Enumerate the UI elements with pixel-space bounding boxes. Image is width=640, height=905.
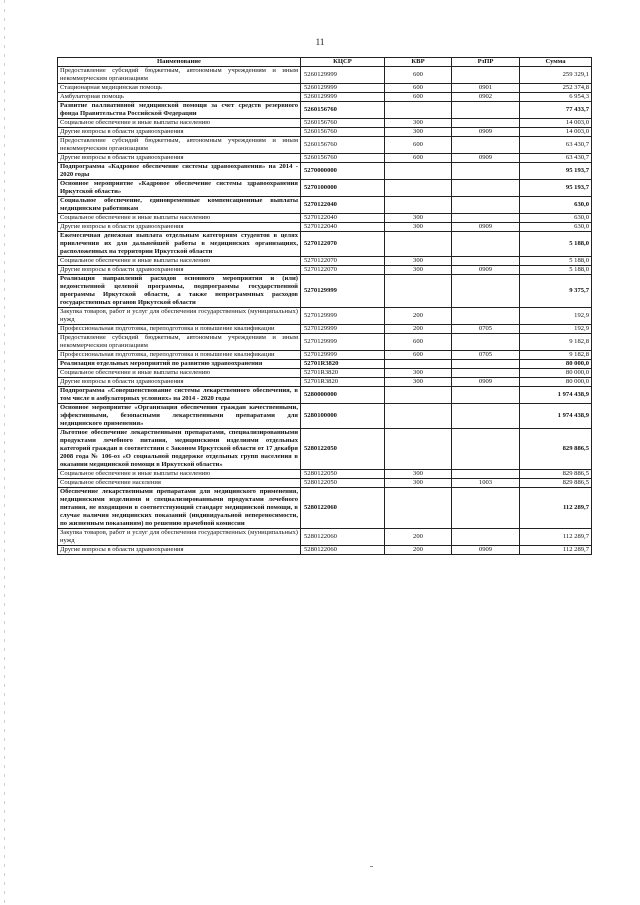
cell-name: Основное мероприятие «Организация обеспечения граждан качественными, эффективными, безопасными лекарственными препаратами для медицинского применения» bbox=[58, 404, 301, 429]
table-body bbox=[58, 67, 592, 555]
table-row bbox=[58, 360, 592, 369]
cell-name: Подпрограмма «Кадровое обеспечение системы здравоохранения» на 2014 - 2020 годы bbox=[58, 163, 301, 180]
cell-kvr: 300 bbox=[385, 369, 452, 378]
table-row bbox=[58, 275, 592, 308]
table-row bbox=[58, 214, 592, 223]
cell-name: Другие вопросы в области здравоохранения bbox=[58, 154, 301, 163]
cell-sum: 1 974 438,9 bbox=[520, 404, 592, 429]
cell-kcsr: 5270129999 bbox=[301, 334, 385, 351]
cell-kcsr: 5270129999 bbox=[301, 325, 385, 334]
table-row bbox=[58, 232, 592, 257]
cell-name: Предоставление субсидий бюджетным, автономным учреждениям и иным некоммерческим организациям bbox=[58, 137, 301, 154]
cell-sum: 829 886,5 bbox=[520, 429, 592, 470]
cell-sum: 252 374,8 bbox=[520, 84, 592, 93]
cell-name: Подпрограмма «Совершенствование системы лекарственного обеспечения, в том числе в амбулаторных условиях» на 2014 - 2020 годы bbox=[58, 387, 301, 404]
cell-kvr: 300 bbox=[385, 223, 452, 232]
cell-kcsr: 5280122060 bbox=[301, 529, 385, 546]
cell-sum: 630,0 bbox=[520, 223, 592, 232]
table-row bbox=[58, 67, 592, 84]
cell-rzpr: 0909 bbox=[452, 378, 520, 387]
table-row bbox=[58, 154, 592, 163]
cell-rzpr bbox=[452, 119, 520, 128]
scan-mark bbox=[370, 866, 373, 867]
cell-kcsr: 52701R3820 bbox=[301, 369, 385, 378]
cell-kcsr: 5260129999 bbox=[301, 67, 385, 84]
cell-name: Основное мероприятие «Кадровое обеспечение системы здравоохранения Иркутской области» bbox=[58, 180, 301, 197]
table-row bbox=[58, 102, 592, 119]
table-row bbox=[58, 334, 592, 351]
table-header-row bbox=[58, 58, 592, 67]
cell-sum: 9 182,8 bbox=[520, 351, 592, 360]
cell-kvr: 600 bbox=[385, 137, 452, 154]
table-row bbox=[58, 257, 592, 266]
cell-kcsr: 5270100000 bbox=[301, 180, 385, 197]
cell-kcsr: 5270129999 bbox=[301, 308, 385, 325]
cell-sum: 192,9 bbox=[520, 325, 592, 334]
cell-kvr: 200 bbox=[385, 325, 452, 334]
cell-name: Социальное обеспечение и иные выплаты населению bbox=[58, 119, 301, 128]
table-row bbox=[58, 137, 592, 154]
cell-kcsr: 52701R3820 bbox=[301, 378, 385, 387]
cell-rzpr bbox=[452, 197, 520, 214]
cell-kcsr: 5260156760 bbox=[301, 154, 385, 163]
table-row bbox=[58, 308, 592, 325]
cell-rzpr bbox=[452, 360, 520, 369]
cell-kcsr: 5260156760 bbox=[301, 102, 385, 119]
cell-name: Предоставление субсидий бюджетным, автономным учреждениям и иным некоммерческим организациям bbox=[58, 67, 301, 84]
cell-sum: 14 003,0 bbox=[520, 128, 592, 137]
cell-kcsr: 5270129999 bbox=[301, 351, 385, 360]
cell-kvr: 600 bbox=[385, 351, 452, 360]
cell-name: Закупка товаров, работ и услуг для обеспечения государственных (муниципальных) нужд bbox=[58, 308, 301, 325]
cell-name: Социальное обеспечение и иные выплаты населению bbox=[58, 214, 301, 223]
cell-sum: 63 430,7 bbox=[520, 154, 592, 163]
cell-rzpr bbox=[452, 308, 520, 325]
cell-kcsr: 5270122070 bbox=[301, 232, 385, 257]
cell-name: Социальное обеспечение и иные выплаты населению bbox=[58, 257, 301, 266]
budget-table bbox=[57, 57, 592, 555]
cell-rzpr bbox=[452, 137, 520, 154]
cell-kvr bbox=[385, 163, 452, 180]
cell-name: Ежемесячная денежная выплата отдельным категориям студентов в целях привлечения их для дальнейшей работы в медицинских организациях, расположенных на территории Иркутской области bbox=[58, 232, 301, 257]
cell-sum: 829 886,5 bbox=[520, 479, 592, 488]
cell-kvr: 600 bbox=[385, 93, 452, 102]
cell-sum: 112 289,7 bbox=[520, 529, 592, 546]
cell-kcsr: 5260156760 bbox=[301, 137, 385, 154]
cell-kcsr: 5270122040 bbox=[301, 214, 385, 223]
cell-kvr: 200 bbox=[385, 546, 452, 555]
cell-sum: 9 375,7 bbox=[520, 275, 592, 308]
cell-sum: 80 000,0 bbox=[520, 369, 592, 378]
cell-rzpr bbox=[452, 163, 520, 180]
cell-rzpr bbox=[452, 214, 520, 223]
cell-kcsr: 5270129999 bbox=[301, 275, 385, 308]
table-row bbox=[58, 429, 592, 470]
cell-rzpr bbox=[452, 529, 520, 546]
cell-rzpr: 0705 bbox=[452, 351, 520, 360]
cell-name: Реализация направлений расходов основного мероприятия и (или) ведомственной целевой программы, подпрограммы государственной программы Иркутской области, а также непрограммных расходов государственных органов Иркутской области bbox=[58, 275, 301, 308]
cell-kvr: 300 bbox=[385, 214, 452, 223]
table-row bbox=[58, 93, 592, 102]
cell-name: Социальное обеспечение населения bbox=[58, 479, 301, 488]
cell-sum: 5 188,0 bbox=[520, 266, 592, 275]
cell-kcsr: 5280122060 bbox=[301, 546, 385, 555]
cell-kvr bbox=[385, 275, 452, 308]
cell-kcsr: 5280122050 bbox=[301, 479, 385, 488]
cell-kcsr: 5260129999 bbox=[301, 93, 385, 102]
cell-sum: 5 188,0 bbox=[520, 232, 592, 257]
cell-rzpr bbox=[452, 232, 520, 257]
table-row bbox=[58, 369, 592, 378]
page-number: 11 bbox=[315, 37, 325, 47]
cell-kvr bbox=[385, 232, 452, 257]
cell-kvr bbox=[385, 404, 452, 429]
table-row bbox=[58, 351, 592, 360]
cell-name: Амбулаторная помощь bbox=[58, 93, 301, 102]
cell-name: Предоставление субсидий бюджетным, автономным учреждениям и иным некоммерческим организациям bbox=[58, 334, 301, 351]
cell-name: Другие вопросы в области здравоохранения bbox=[58, 266, 301, 275]
table-row bbox=[58, 479, 592, 488]
cell-sum: 14 003,0 bbox=[520, 119, 592, 128]
cell-rzpr: 1003 bbox=[452, 479, 520, 488]
table-row bbox=[58, 266, 592, 275]
header-kvr: КВР bbox=[385, 58, 452, 67]
cell-name: Другие вопросы в области здравоохранения bbox=[58, 223, 301, 232]
cell-name: Обеспечение лекарственными препаратами для медицинского применения, медицинскими изделиями и специализированными продуктами лечебного питания, не входящими в соответствующий стандарт медицинской помощи, в случае наличия медицинских показаний (индивидуальной непереносимости, по жизненным показаниям) по решению врачебной комиссии bbox=[58, 488, 301, 529]
cell-name: Другие вопросы в области здравоохранения bbox=[58, 128, 301, 137]
cell-kvr: 600 bbox=[385, 84, 452, 93]
cell-sum: 63 430,7 bbox=[520, 137, 592, 154]
cell-name: Профессиональная подготовка, переподготовка и повышение квалификации bbox=[58, 351, 301, 360]
header-name: Наименование bbox=[58, 58, 301, 67]
table-row bbox=[58, 128, 592, 137]
cell-kcsr: 5280000000 bbox=[301, 387, 385, 404]
cell-kcsr: 5260156760 bbox=[301, 119, 385, 128]
cell-rzpr bbox=[452, 404, 520, 429]
cell-kvr: 300 bbox=[385, 470, 452, 479]
cell-name: Реализация отдельных мероприятий по развитию здравоохранения bbox=[58, 360, 301, 369]
table-row bbox=[58, 223, 592, 232]
cell-kvr bbox=[385, 102, 452, 119]
cell-kvr: 600 bbox=[385, 334, 452, 351]
cell-name: Стационарная медицинская помощь bbox=[58, 84, 301, 93]
scan-edge-artifact bbox=[4, 0, 5, 905]
cell-rzpr bbox=[452, 488, 520, 529]
cell-sum: 829 886,5 bbox=[520, 470, 592, 479]
cell-sum: 112 289,7 bbox=[520, 546, 592, 555]
cell-rzpr: 0909 bbox=[452, 128, 520, 137]
cell-sum: 630,0 bbox=[520, 214, 592, 223]
cell-sum: 192,9 bbox=[520, 308, 592, 325]
cell-kvr: 600 bbox=[385, 67, 452, 84]
cell-kcsr: 5260156760 bbox=[301, 128, 385, 137]
table-row bbox=[58, 325, 592, 334]
cell-kvr: 300 bbox=[385, 128, 452, 137]
cell-rzpr bbox=[452, 257, 520, 266]
cell-rzpr bbox=[452, 102, 520, 119]
cell-name: Социальное обеспечение и иные выплаты населению bbox=[58, 470, 301, 479]
cell-kvr: 200 bbox=[385, 529, 452, 546]
cell-sum: 77 433,7 bbox=[520, 102, 592, 119]
table-row bbox=[58, 404, 592, 429]
cell-name: Другие вопросы в области здравоохранения bbox=[58, 378, 301, 387]
cell-sum: 259 329,1 bbox=[520, 67, 592, 84]
cell-rzpr: 0909 bbox=[452, 546, 520, 555]
cell-kcsr: 5270122070 bbox=[301, 266, 385, 275]
cell-kvr bbox=[385, 488, 452, 529]
cell-sum: 630,0 bbox=[520, 197, 592, 214]
cell-sum: 9 182,8 bbox=[520, 334, 592, 351]
cell-sum: 1 974 438,9 bbox=[520, 387, 592, 404]
cell-kcsr: 52701R3820 bbox=[301, 360, 385, 369]
cell-kcsr: 5260129999 bbox=[301, 84, 385, 93]
table-row bbox=[58, 529, 592, 546]
cell-kvr: 300 bbox=[385, 479, 452, 488]
table-row bbox=[58, 470, 592, 479]
cell-name: Льготное обеспечение лекарственными препаратами, специализированными продуктами лечебного питания, медицинскими изделиями отдельных категорий граждан в соответствии с Законом Иркутской области от 17 декабря 2008 года № 106-оз «О социальной поддержке отдельных групп населения в оказании медицинской помощи в Иркутской области» bbox=[58, 429, 301, 470]
cell-rzpr: 0909 bbox=[452, 154, 520, 163]
cell-sum: 5 188,0 bbox=[520, 257, 592, 266]
cell-sum: 95 193,7 bbox=[520, 180, 592, 197]
cell-kcsr: 5270000000 bbox=[301, 163, 385, 180]
cell-kcsr: 5280122050 bbox=[301, 470, 385, 479]
cell-kcsr: 5270122040 bbox=[301, 197, 385, 214]
cell-sum: 95 193,7 bbox=[520, 163, 592, 180]
cell-sum: 80 000,0 bbox=[520, 360, 592, 369]
cell-rzpr bbox=[452, 67, 520, 84]
header-kcsr: КЦСР bbox=[301, 58, 385, 67]
cell-rzpr bbox=[452, 470, 520, 479]
cell-kcsr: 5280122050 bbox=[301, 429, 385, 470]
cell-sum: 112 289,7 bbox=[520, 488, 592, 529]
cell-rzpr: 0902 bbox=[452, 93, 520, 102]
cell-kvr bbox=[385, 180, 452, 197]
cell-rzpr: 0901 bbox=[452, 84, 520, 93]
table-row bbox=[58, 546, 592, 555]
table-row bbox=[58, 387, 592, 404]
cell-kcsr: 5270122040 bbox=[301, 223, 385, 232]
cell-rzpr bbox=[452, 369, 520, 378]
cell-name: Закупка товаров, работ и услуг для обеспечения государственных (муниципальных) нужд bbox=[58, 529, 301, 546]
cell-kvr: 300 bbox=[385, 378, 452, 387]
cell-sum: 6 954,3 bbox=[520, 93, 592, 102]
header-rzpr: РзПР bbox=[452, 58, 520, 67]
cell-rzpr bbox=[452, 334, 520, 351]
table-row bbox=[58, 84, 592, 93]
table-row bbox=[58, 119, 592, 128]
cell-rzpr bbox=[452, 429, 520, 470]
cell-kvr bbox=[385, 360, 452, 369]
table-row bbox=[58, 163, 592, 180]
cell-kvr: 300 bbox=[385, 257, 452, 266]
cell-name: Развитие паллиативной медицинской помощи за счет средств резервного фонда Правительства Российской Федерации bbox=[58, 102, 301, 119]
cell-kvr bbox=[385, 429, 452, 470]
cell-rzpr: 0909 bbox=[452, 223, 520, 232]
cell-kvr: 600 bbox=[385, 154, 452, 163]
table-row bbox=[58, 488, 592, 529]
cell-kvr: 300 bbox=[385, 266, 452, 275]
cell-name: Другие вопросы в области здравоохранения bbox=[58, 546, 301, 555]
header-sum: Сумма bbox=[520, 58, 592, 67]
table-row bbox=[58, 197, 592, 214]
cell-kvr: 200 bbox=[385, 308, 452, 325]
cell-kvr bbox=[385, 387, 452, 404]
cell-kcsr: 5280122060 bbox=[301, 488, 385, 529]
cell-rzpr: 0705 bbox=[452, 325, 520, 334]
cell-name: Профессиональная подготовка, переподготовка и повышение квалификации bbox=[58, 325, 301, 334]
cell-sum: 80 000,0 bbox=[520, 378, 592, 387]
cell-rzpr bbox=[452, 275, 520, 308]
table-row bbox=[58, 378, 592, 387]
cell-kvr: 300 bbox=[385, 119, 452, 128]
cell-rzpr bbox=[452, 180, 520, 197]
cell-rzpr: 0909 bbox=[452, 266, 520, 275]
cell-name: Социальное обеспечение и иные выплаты населению bbox=[58, 369, 301, 378]
cell-kvr bbox=[385, 197, 452, 214]
cell-kcsr: 5280100000 bbox=[301, 404, 385, 429]
cell-name: Социальное обеспечение, единовременные компенсационные выплаты медицинским работникам bbox=[58, 197, 301, 214]
cell-rzpr bbox=[452, 387, 520, 404]
cell-kcsr: 5270122070 bbox=[301, 257, 385, 266]
table-row bbox=[58, 180, 592, 197]
